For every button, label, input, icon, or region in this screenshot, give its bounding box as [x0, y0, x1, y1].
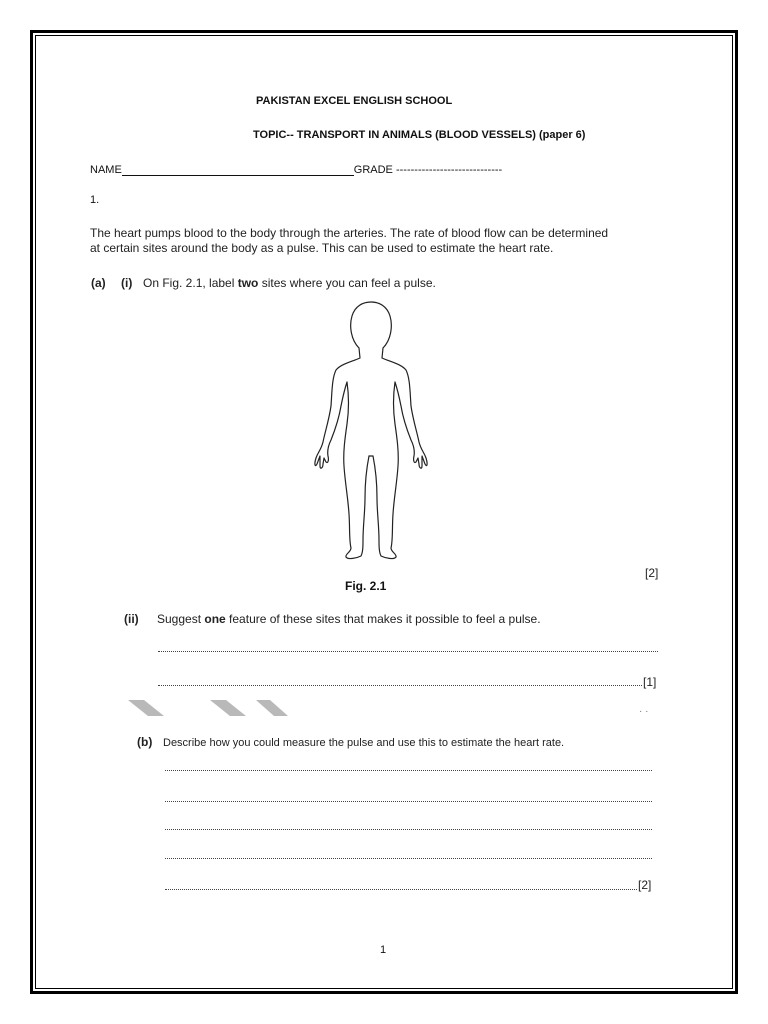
answer-line-a-ii-1[interactable]	[158, 651, 658, 652]
grade-field[interactable]: -----------------------------	[395, 164, 503, 176]
scan-artifact-stripes	[120, 700, 290, 716]
answer-line-b-3[interactable]	[165, 829, 652, 830]
name-field[interactable]	[122, 165, 354, 176]
page-number: 1	[380, 944, 387, 956]
body-outline-left	[315, 348, 369, 559]
answer-line-b-4[interactable]	[165, 858, 652, 859]
school-name: PAKISTAN EXCEL ENGLISH SCHOOL	[256, 95, 453, 107]
scan-artifact-marks: · ·	[639, 706, 649, 717]
answer-line-b-2[interactable]	[165, 801, 652, 802]
name-label: NAME	[90, 164, 122, 176]
answer-line-b-1[interactable]	[165, 770, 652, 771]
marks-b: [2]	[638, 878, 652, 892]
part-a-label: (a)	[91, 276, 106, 290]
a-ii-text-pre: Suggest	[157, 612, 205, 626]
intro-line-2: at certain sites around the body as a pulse. This can be used to estimate the heart rate.	[90, 241, 554, 255]
a-i-text-pre: On Fig. 2.1, label	[143, 276, 238, 290]
a-ii-text-bold: one	[204, 612, 226, 626]
topic-title: TOPIC-- TRANSPORT IN ANIMALS (BLOOD VESSELS) (paper 6)	[253, 129, 586, 141]
marks-a-ii: [1]	[643, 675, 657, 689]
a-i-text-post: sites where you can feel a pulse.	[258, 276, 436, 290]
marks-a-i: [2]	[645, 566, 659, 580]
question-number: 1.	[90, 194, 100, 206]
body-outline-head	[351, 302, 392, 348]
human-body-figure[interactable]	[305, 300, 437, 562]
question-a-i	[91, 276, 436, 290]
answer-line-a-ii-2[interactable]	[158, 685, 642, 686]
question-intro	[90, 226, 608, 256]
name-grade-row	[90, 164, 502, 176]
b-text: Describe how you could measure the pulse and use this to estimate the heart rate.	[163, 737, 565, 749]
a-ii-text-post: feature of these sites that makes it possible to feel a pulse.	[225, 612, 541, 626]
grade-label: GRADE	[353, 164, 393, 176]
part-b-label: (b)	[137, 735, 153, 749]
a-i-text-bold: two	[237, 276, 259, 290]
question-a-ii	[124, 612, 541, 626]
intro-line-1: The heart pumps blood to the body through the arteries. The rate of blood flow can be determined	[90, 226, 609, 240]
figure-caption: Fig. 2.1	[345, 579, 387, 593]
question-b	[137, 735, 564, 749]
body-outline-right	[369, 348, 427, 559]
part-a-i-label: (i)	[121, 276, 133, 290]
answer-line-b-5[interactable]	[165, 889, 637, 890]
part-a-ii-label: (ii)	[124, 612, 139, 626]
